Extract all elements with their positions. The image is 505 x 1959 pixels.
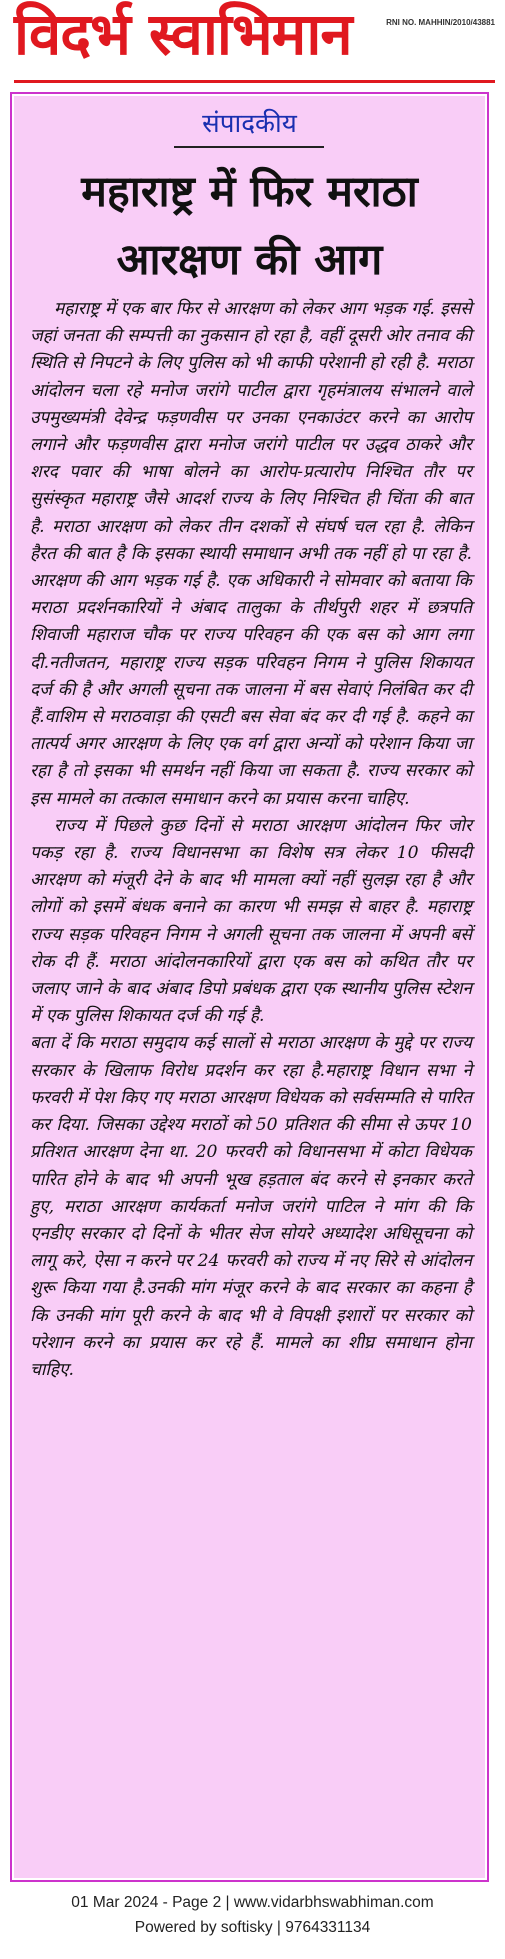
page-footer xyxy=(0,1890,505,1940)
section-divider xyxy=(174,146,324,148)
headline-line-2: आरक्षण की आग xyxy=(116,235,383,285)
masthead xyxy=(0,0,505,95)
section-label: संपादकीय xyxy=(202,109,297,139)
masthead-rule xyxy=(14,80,495,83)
paragraph-3: बता दें कि मराठा समुदाय कई सालों से मराठा आरक्षण के मुद्दे पर राज्य सरकार के खिलाफ विरोध प्रदर्शन कर रहा है.महाराष्ट्र विधान सभा ने फरवरी में पेश किए गए मराठा आरक्षण विधेयक को सर्वसम्मति से पारित कर दिया. जिसका उद्देश्य मराठों को 50 प्रतिशत की सीमा से ऊपर 10 प्रतिशत आरक्षण देना था. 20 फरवरी को विधानसभा में कोटा विधेयक पारित होने के बाद भी अपनी भूख हड़ताल बंद करने से इनकार करते हुए, मराठा आरक्षण कार्यकर्ता मनोज जरांगे पाटिल ने मांग की कि एनडीए सरकार दो दिनों के भीतर सेज सोयरे अध्यादेश अधिसूचना को लागू करे, ऐसा न करने पर 24 फरवरी को राज्य में नए सिरे से आंदोलन शुरू किया गया है.उनकी मांग मंजूर करने के बाद सरकार का कहना है कि उनकी मांग पूरी करने के बाद भी वे विपक्षी इशारों पर सरकार को परेशान करने का प्रयास कर रहे हैं. मामले का शीघ्र समाधान होना चाहिए. xyxy=(30,1033,472,1380)
headline-line-1: महाराष्ट्र में फिर मराठा xyxy=(81,167,418,217)
footer-date-url: 01 Mar 2024 - Page 2 | www.vidarbhswabhiman.com xyxy=(71,1894,434,1911)
article-panel xyxy=(14,96,485,1878)
rni-number: RNI NO. MAHHIN/2010/43881 xyxy=(386,18,495,27)
headline xyxy=(14,158,485,294)
footer-powered-by: Powered by softisky | 9764331134 xyxy=(134,1919,371,1936)
paragraph-1: महाराष्ट्र में एक बार फिर से आरक्षण को लेकर आग भड़क गई. इससे जहां जनता की सम्पत्ती का नुकसान हो रहा है, वहीं दूसरी ओर तनाव की स्थिति से निपटने के लिए पुलिस को भी काफी परेशानी हो रही है. मराठा आंदोलन चला रहे मनोज जरांगे पाटील द्वारा गृहमंत्रालय संभालने वाले उपमुख्यमंत्री देवेन्द्र फड़णवीस पर उनका एनकाउंटर करने का आरोप लगाने और फड़णवीस द्वारा मनोज जरांगे पाटील पर उद्धव ठाकरे और शरद पवार की भाषा बोलने का आरोप-प्रत्यारोप निश्चित तौर पर सुसंस्कृत महाराष्ट्र जैसे आदर्श राज्य के लिए निश्चित ही चिंता की बात है. मराठा आरक्षण को लेकर तीन दशकों से संघर्ष चल रहा है. लेकिन हैरत की बात है कि इसका स्थायी समाधान अभी तक नहीं हो पा रहा है. आरक्षण की आग भड़क गई है. एक अधिकारी ने सोमवार को बताया कि मराठा प्रदर्शनकारियों ने अंबाद तालुका के तीर्थपुरी शहर में छत्रपति शिवाजी महाराज चौक पर राज्य परिवहन की एक बस को आग लगा दी.नतीजतन, महाराष्ट्र राज्य सड़क परिवहन निगम ने पुलिस शिकायत दर्ज की है और अगली सूचना तक जालना में बस सेवाएं निलंबित कर दी हैं.वाशिम से मराठवाड़ा की एसटी बस सेवा बंद कर दी गई है. कहने का तात्पर्य अगर आरक्षण के लिए एक वर्ग द्वारा अन्यों को परेशान किया जा रहा है तो इसका भी समर्थन नहीं किया जा सकता है. राज्य सरकार को इस मामले का तत्काल समाधान करने का प्रयास करना चाहिए. xyxy=(30,299,472,809)
paragraph-2: राज्य में पिछले कुछ दिनों से मराठा आरक्षण आंदोलन फिर जोर पकड़ रहा है. राज्य विधानसभा का विशेष सत्र लेकर 10 फीसदी आरक्षण को मंजूरी देने के बाद भी मामला क्यों नहीं सुलझ रहा है और लोगों को इसमें बंधक बनाने का कारण भी समझ से बाहर है. महाराष्ट्र राज्य सड़क परिवहन निगम ने अगली सूचना तक जालना में अपनी बसें रोक दी हैं. मराठा आंदोलनकारियों द्वारा एक बस को कथित तौर पर जलाए जाने के बाद अंबाद डिपो प्रबंधक द्वारा एक स्थानीय पुलिस स्टेशन में एक पुलिस शिकायत दर्ज की गई है. xyxy=(30,815,472,1027)
newspaper-logo: विदर्भ स्वाभिमान xyxy=(14,0,352,68)
article-body xyxy=(30,296,472,1384)
